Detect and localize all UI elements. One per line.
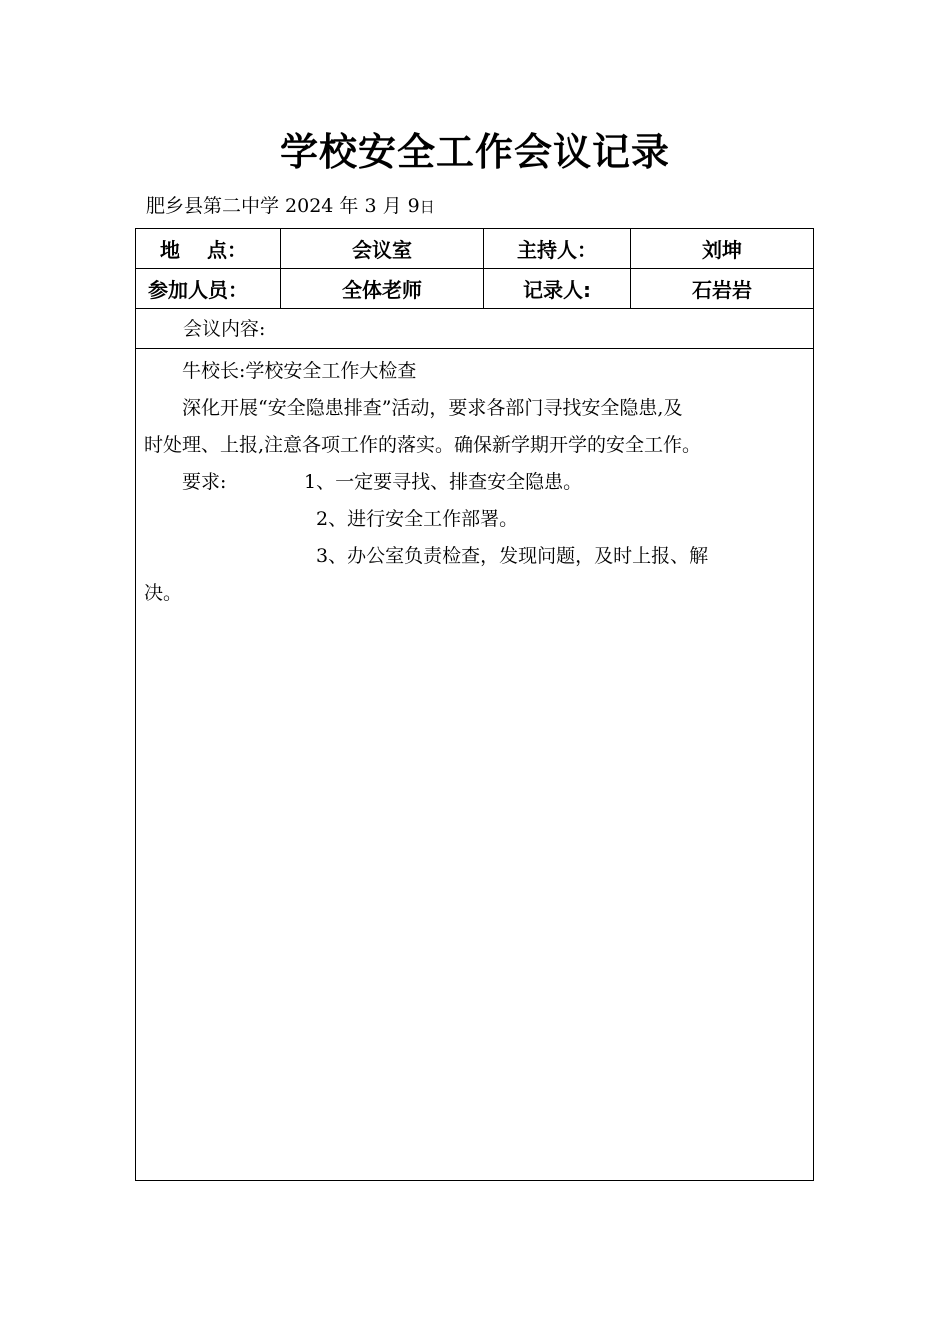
school-date-line <box>146 192 435 221</box>
requirements-label: 要求: <box>182 471 227 493</box>
requirement-item: 3、办公室负责检查，发现问题，及时上报、解 <box>316 545 709 567</box>
paragraph-line: 时处理、上报,注意各项工作的落实。确保新学期开学的安全工作。 <box>144 434 702 456</box>
meeting-record-table <box>135 228 814 1181</box>
document-title: 学校安全工作会议记录 <box>279 130 670 174</box>
requirement-continuation: 决。 <box>144 582 183 604</box>
requirement-text: 1、一定要寻找、排查安全隐患。 <box>304 471 583 493</box>
attendees-value: 全体老师 <box>281 269 484 309</box>
speaker-line: 牛校长:学校安全工作大检查 <box>182 360 417 382</box>
location-label: 地 点： <box>136 229 281 269</box>
day-unit: 日 <box>419 198 435 216</box>
host-label: 主持人： <box>484 229 631 269</box>
attendees-label: 参加人员： <box>136 269 281 309</box>
meeting-content-label: 会议内容: <box>136 309 813 349</box>
school-and-date: 肥乡县第二中学 2024 年 3 月 9 <box>146 195 420 217</box>
requirement-item <box>144 464 804 501</box>
meeting-content-body <box>144 353 804 612</box>
recorder-value: 石岩岩 <box>631 269 813 309</box>
recorder-label: 记录人: <box>484 269 631 309</box>
host-value: 刘坤 <box>631 229 813 269</box>
location-value: 会议室 <box>281 229 484 269</box>
paragraph-line: 深化开展“安全隐患排查”活动，要求各部门寻找安全隐患,及 <box>182 397 683 419</box>
requirement-item: 2、进行安全工作部署。 <box>316 508 519 530</box>
